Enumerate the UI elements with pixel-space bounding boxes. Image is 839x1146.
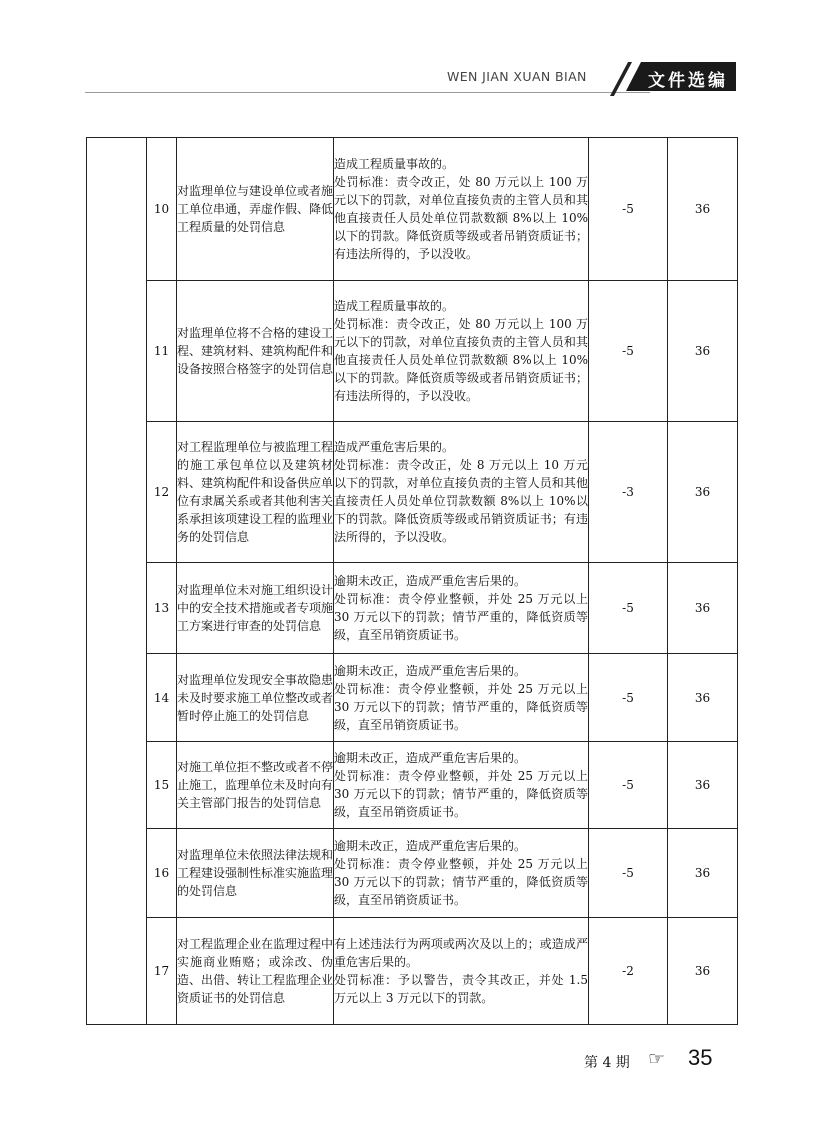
violation-item-text: 对施工单位拒不整改或者不停止施工，监理单位未及时向有关主管部门报告的处罚信息: [177, 760, 334, 810]
score-deduction: -5: [589, 563, 668, 654]
table-row: [87, 138, 738, 281]
score-deduction: -5: [589, 829, 668, 918]
page-number: 35: [688, 1045, 713, 1070]
table-row: [87, 742, 738, 829]
table-row: [87, 829, 738, 918]
table-row: [87, 918, 738, 1025]
violation-item: [177, 829, 334, 918]
violation-item-text: 对监理单位未依照法律法规和工程建设强制性标准实施监理的处罚信息: [177, 848, 334, 898]
score-deduction: -5: [589, 281, 668, 422]
header-rule: [85, 92, 650, 93]
penalty-standard: [334, 918, 589, 1025]
score-deduction: -5: [589, 742, 668, 829]
penalty-standard: [334, 654, 589, 742]
score-deduction: -5: [589, 138, 668, 281]
penalty-standard-text: 逾期未改正，造成严重危害后果的。 处罚标准：责令停业整顿，并处 25 万元以上 30 万元以下的罚款；情节严重的，降低资质等级，直至吊销资质证书。: [334, 751, 588, 819]
violation-item-text: 对监理单位与建设单位或者施工单位串通，弄虚作假、降低工程质量的处罚信息: [177, 184, 334, 234]
score-deduction: -3: [589, 422, 668, 563]
penalty-standard-text: 造成工程质量事故的。 处罚标准：责令改正，处 80 万元以上 100 万元以下的罚款，对单位直接负责的主管人员和其他直接责任人员处单位罚款数额 8%以上 10%以下的罚款。降低资质等级或者吊销资质证书；有违法所得的，予以没收。: [334, 299, 588, 403]
row-number: 13: [147, 563, 177, 654]
penalty-standard-text: 逾期未改正，造成严重危害后果的。 处罚标准：责令停业整顿，并处 25 万元以上 30 万元以下的罚款；情节严重的，降低资质等级，直至吊销资质证书。: [334, 663, 588, 732]
penalty-standard: [334, 829, 589, 918]
penalty-standard: [334, 563, 589, 654]
violation-item: [177, 422, 334, 563]
penalty-standard: [334, 742, 589, 829]
violation-item: [177, 654, 334, 742]
penalty-standard: [334, 138, 589, 281]
violation-item-text: 对监理单位将不合格的建设工程、建筑材料、建筑构配件和设备按照合格签字的处罚信息: [177, 326, 334, 376]
score-total: 36: [668, 563, 738, 654]
score-total: 36: [668, 138, 738, 281]
issue-number: 第 4 期: [584, 1055, 630, 1071]
violation-item: [177, 918, 334, 1025]
penalty-table: [86, 137, 738, 1025]
score-total: 36: [668, 918, 738, 1025]
penalty-standard-text: 造成严重危害后果的。 处罚标准：责令改正，处 8 万元以上 10 万元以下的罚款，对单位直接负责的主管人员和其他直接责任人员处单位罚款数额 8%以上 10%以下的罚款。降低资质等级或吊销资质证书；有违法所得的，予以没收。: [334, 440, 588, 544]
score-deduction: -2: [589, 918, 668, 1025]
row-number: 10: [147, 138, 177, 281]
violation-item: [177, 742, 334, 829]
row-number: 16: [147, 829, 177, 918]
violation-item-text: 对监理单位未对施工组织设计中的安全技术措施或者专项施工方案进行审查的处罚信息: [177, 583, 334, 633]
penalty-standard-text: 逾期未改正，造成严重危害后果的。 处罚标准：责令停业整顿，并处 25 万元以上 30 万元以下的罚款；情节严重的，降低资质等级，直至吊销资质证书。: [334, 574, 588, 642]
row-number: 15: [147, 742, 177, 829]
category-cell: [87, 138, 147, 1025]
score-total: 36: [668, 829, 738, 918]
violation-item-text: 对工程监理单位与被监理工程的施工承包单位以及建筑材料、建筑构配件和设备供应单位有隶属关系或者其他利害关系承担该项建设工程的监理业务的处罚信息: [177, 440, 334, 544]
row-number: 12: [147, 422, 177, 563]
table-row: [87, 281, 738, 422]
violation-item-text: 对工程监理企业在监理过程中实施商业贿赂；或涂改、伪造、出借、转让工程监理企业资质证书的处罚信息: [177, 937, 334, 1005]
row-number: 17: [147, 918, 177, 1025]
penalty-standard-text: 逾期未改正，造成严重危害后果的。 处罚标准：责令停业整顿，并处 25 万元以上 30 万元以下的罚款；情节严重的，降低资质等级，直至吊销资质证书。: [334, 839, 588, 907]
journal-title-pinyin: WEN JIAN XUAN BIAN: [447, 69, 587, 84]
penalty-standard: [334, 422, 589, 563]
violation-item-text: 对监理单位发现安全事故隐患未及时要求施工单位整改或者暂时停止施工的处罚信息: [177, 672, 334, 723]
section-title: 文件选编: [648, 71, 728, 91]
row-number: 14: [147, 654, 177, 742]
violation-item: [177, 281, 334, 422]
score-deduction: -5: [589, 654, 668, 742]
score-total: 36: [668, 281, 738, 422]
table-row: [87, 563, 738, 654]
score-total: 36: [668, 422, 738, 563]
score-total: 36: [668, 742, 738, 829]
violation-item: [177, 138, 334, 281]
penalty-standard: [334, 281, 589, 422]
violation-item: [177, 563, 334, 654]
pointing-hand-icon: ☞: [648, 1048, 666, 1070]
table-row: [87, 422, 738, 563]
score-total: 36: [668, 654, 738, 742]
row-number: 11: [147, 281, 177, 422]
table-row: [87, 654, 738, 742]
penalty-standard-text: 有上述违法行为两项或两次及以上的；或造成严重危害后果的。 处罚标准：予以警告，责令其改正，并处 1.5 万元以上 3 万元以下的罚款。: [334, 937, 588, 1005]
penalty-standard-text: 造成工程质量事故的。 处罚标准：责令改正，处 80 万元以上 100 万元以下的罚款，对单位直接负责的主管人员和其他直接责任人员处单位罚款数额 8%以上 10%以下的罚款。降低资质等级或者吊销资质证书；有违法所得的，予以没收。: [334, 157, 588, 261]
